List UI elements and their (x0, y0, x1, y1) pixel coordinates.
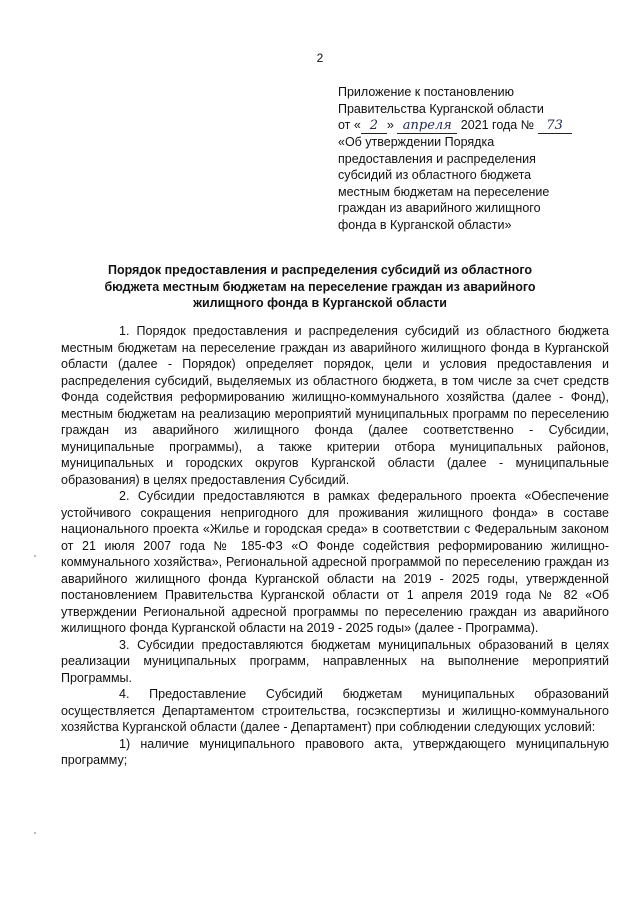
appendix-line-2: Правительства Курганской области (338, 101, 544, 116)
appendix-date-line (338, 117, 603, 134)
paragraph-2: 2. Субсидии предоставляются в рамках федерального проекта «Обеспечение устойчивого сокращения непригодного для проживания жилищного фонда» в составе национального проекта «Жилье и городская среда» в соответствии с Федеральным законом от 21 июля 2007 года № 185-ФЗ «О Фонде содействия реформированию жилищно-коммунального хозяйства», Региональной адресной программой по переселению граждан из аварийного жилищного фонда Курганской области на 2019 - 2025 годы, утвержденной постановлением Правительства Курганской области от 1 апреля 2019 года № 82 «Об утверждении Региональной адресной программы по переселению граждан из аварийного жилищного фонда Курганской области на 2019 - 2025 годы» (далее - Программа). (61, 489, 609, 635)
paragraph-3: 3. Субсидии предоставляются бюджетам муниципальных образований в целях реализации муниципальных программ, направленных на выполнение мероприятий Программы. (61, 637, 609, 685)
title-line-1: Порядок предоставления и распределения субсидий из областного (107, 263, 533, 277)
document-body (61, 323, 609, 769)
paragraph-4: 4. Предоставление Субсидий бюджетам муниципальных образований осуществляется Департаментом строительства, госэкспертизы и жилищно-коммунального хозяйства Курганской области (далее - Департамент) при соблюдении следующих условий: (61, 687, 609, 734)
decree-line-3: субсидий из областного бюджета (338, 168, 532, 182)
date-suffix: 2021 года № (460, 118, 535, 132)
paragraph-4-1: 1) наличие муниципального правового акта, утверждающего муниципальную программу; (61, 736, 609, 767)
page-number: 2 (316, 51, 324, 65)
handwritten-month: апреля (397, 119, 457, 134)
title-line-2: бюджета местным бюджетам на переселение граждан из аварийного (104, 279, 536, 294)
title-line-3: жилищного фонда в Курганской области (193, 296, 447, 310)
appendix-block (338, 84, 603, 233)
date-mid: » (386, 118, 394, 132)
handwritten-doc-number: 73 (538, 119, 572, 134)
decree-line-4: местным бюджетам на переселение (338, 184, 550, 199)
handwritten-day: 2 (361, 119, 387, 134)
decree-line-6: фонда в Курганской области» (338, 217, 512, 232)
margin-speck (34, 555, 36, 557)
paragraph-1: 1. Порядок предоставления и распределения субсидий из областного бюджета местным бюджетам на переселение граждан из аварийного жилищного фонда в Курганской области (далее - Порядок) определяет порядок, цели и условия предоставления и распределения субсидий, выделяемых из областного бюджета, в том числе за счет средств Фонда содействия реформированию жилищно-коммунального хозяйства (далее - Фонд), местным бюджетам на реализацию мероприятий муниципальных программ по переселению граждан из аварийного жилищного фонда (далее соответственно - Субсидии, муниципальные программы), а также критерии отбора муниципальных районов, муниципальных и городских округов Курганской области (далее - муниципальные образования) в целях предоставления Субсидий. (61, 324, 609, 487)
appendix-line-1: Приложение к постановлению (338, 85, 514, 99)
decree-line-1: «Об утверждении Порядка (338, 135, 495, 149)
decree-line-2: предоставления и распределения (338, 151, 536, 166)
date-prefix: от « (338, 118, 361, 132)
decree-line-5: граждан из аварийного жилищного (338, 201, 541, 215)
document-title (90, 262, 550, 312)
margin-speck (34, 832, 36, 834)
